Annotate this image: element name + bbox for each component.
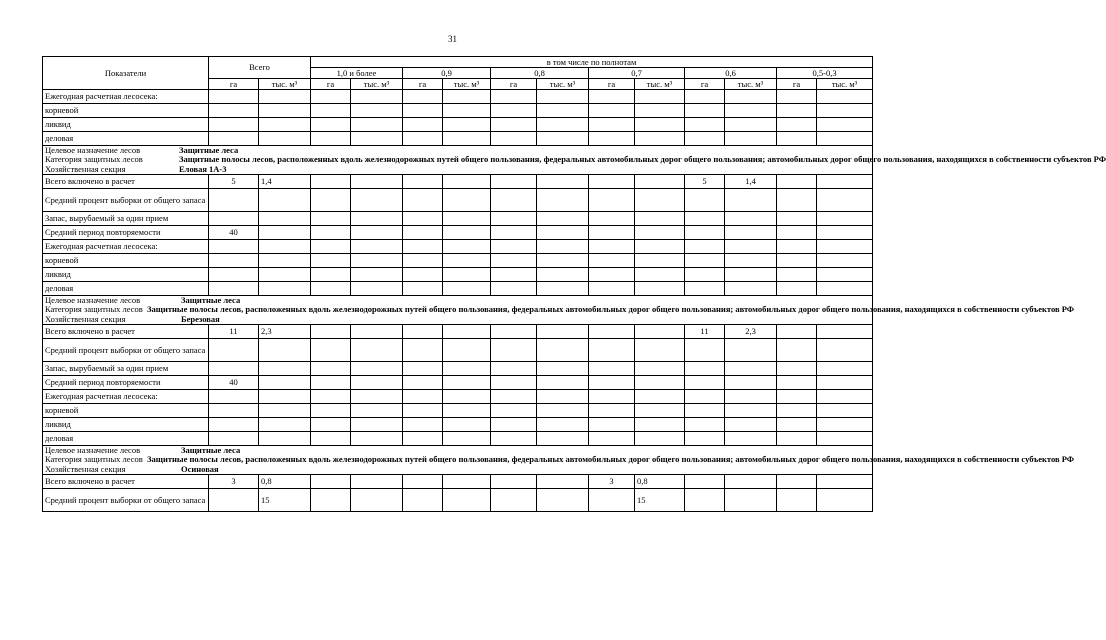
cell-value: 11	[209, 325, 259, 339]
row-label: Средний период повторяемости	[43, 226, 209, 240]
cell-value: 2,3	[725, 325, 777, 339]
row-label: ликвид	[43, 118, 209, 132]
purpose-label: Целевое назначение лесов	[45, 445, 141, 456]
unit-ha: га	[209, 79, 259, 90]
purpose-value: Защитные леса	[179, 145, 239, 155]
cell-value: 15	[259, 489, 311, 512]
row-label: корневой	[43, 404, 209, 418]
row-label: Средний процент выборки от общего запаса	[43, 189, 209, 212]
cell-value: 5	[209, 175, 259, 189]
cutting-table	[42, 56, 1106, 512]
unit-m3: тыс. м³	[351, 79, 403, 90]
purpose-label: Целевое назначение лесов	[45, 295, 141, 306]
cell-value: 1,4	[725, 175, 777, 189]
cell-value: 15	[635, 489, 685, 512]
block-info	[43, 145, 1106, 175]
density-header: 1,0 и более	[311, 68, 403, 79]
cell-value: 3	[589, 475, 635, 489]
unit-ha: га	[589, 79, 635, 90]
density-header: 0,8	[491, 68, 589, 79]
row-label: Запас, вырубаемый за один прием	[43, 212, 209, 226]
purpose-label: Целевое назначение лесов	[45, 145, 141, 155]
row-label: Всего включено в расчет	[43, 325, 209, 339]
row-label: Ежегодная расчетная лесосека:	[43, 90, 209, 104]
row-label: Всего включено в расчет	[43, 475, 209, 489]
row-label: корневой	[43, 254, 209, 268]
row-label: Средний процент выборки от общего запаса	[43, 489, 209, 512]
section-value: Березовая	[181, 313, 220, 324]
cell-value: 2,3	[259, 325, 311, 339]
density-header: 0,9	[403, 68, 491, 79]
category-value: Защитные полосы лесов, расположенных вдоль железнодорожных путей общего пользования, федеральных автомобильных дорог общего пользования; автомобильных дорог общего пользования, находящихся в собственности субъектов РФ	[179, 154, 1106, 165]
cell-value: 3	[209, 475, 259, 489]
cell-value: 40	[209, 376, 259, 390]
row-label: деловая	[43, 282, 209, 296]
unit-m3: тыс. м³	[443, 79, 491, 90]
header-indicators: Показатели	[43, 57, 209, 90]
unit-ha: га	[403, 79, 443, 90]
header-total: Всего	[209, 57, 311, 79]
block-info	[43, 445, 1075, 475]
unit-m3: тыс. м³	[817, 79, 873, 90]
purpose-value: Защитные леса	[181, 295, 241, 306]
page-number: 31	[448, 34, 457, 44]
row-label: деловая	[43, 132, 209, 146]
unit-ha: га	[311, 79, 351, 90]
cell-value: 11	[685, 325, 725, 339]
category-label: Категория защитных лесов	[45, 154, 143, 165]
row-label: деловая	[43, 432, 209, 446]
section-label: Хозяйственная секция	[45, 163, 126, 174]
row-label: ликвид	[43, 418, 209, 432]
block-info	[43, 295, 1075, 325]
unit-m3: тыс. м³	[635, 79, 685, 90]
unit-m3: тыс. м³	[537, 79, 589, 90]
section-value: Осиновая	[181, 463, 219, 474]
purpose-value: Защитные леса	[181, 445, 241, 456]
category-value: Защитные полосы лесов, расположенных вдоль железнодорожных путей общего пользования, федеральных автомобильных дорог общего пользования; автомобильных дорог общего пользования, находящихся в собственности субъектов РФ	[147, 454, 1075, 465]
category-label: Категория защитных лесов	[45, 454, 143, 465]
unit-ha: га	[491, 79, 537, 90]
cell-value: 0,8	[259, 475, 311, 489]
section-value: Еловая 1А-3	[179, 163, 227, 174]
row-label: Средний период повторяемости	[43, 376, 209, 390]
row-label: Запас, вырубаемый за один прием	[43, 362, 209, 376]
category-label: Категория защитных лесов	[45, 304, 143, 315]
category-value: Защитные полосы лесов, расположенных вдоль железнодорожных путей общего пользования, федеральных автомобильных дорог общего пользования; автомобильных дорог общего пользования, находящихся в собственности субъектов РФ	[147, 304, 1075, 315]
cell-value: 5	[685, 175, 725, 189]
density-header: 0,5-0,3	[777, 68, 873, 79]
unit-m3: тыс. м³	[259, 79, 311, 90]
section-label: Хозяйственная секция	[45, 463, 126, 474]
section-label: Хозяйственная секция	[45, 313, 126, 324]
row-label: ликвид	[43, 268, 209, 282]
density-header: 0,6	[685, 68, 777, 79]
cell-value: 40	[209, 226, 259, 240]
row-label: корневой	[43, 104, 209, 118]
row-label: Ежегодная расчетная лесосека:	[43, 390, 209, 404]
cell-value: 0,8	[635, 475, 685, 489]
row-label: Всего включено в расчет	[43, 175, 209, 189]
unit-m3: тыс. м³	[725, 79, 777, 90]
cell-value: 1,4	[259, 175, 311, 189]
header-by-density: в том числе по полнотам	[311, 57, 873, 68]
row-label: Средний процент выборки от общего запаса	[43, 339, 209, 362]
density-header: 0,7	[589, 68, 685, 79]
unit-ha: га	[777, 79, 817, 90]
unit-ha: га	[685, 79, 725, 90]
row-label: Ежегодная расчетная лесосека:	[43, 240, 209, 254]
